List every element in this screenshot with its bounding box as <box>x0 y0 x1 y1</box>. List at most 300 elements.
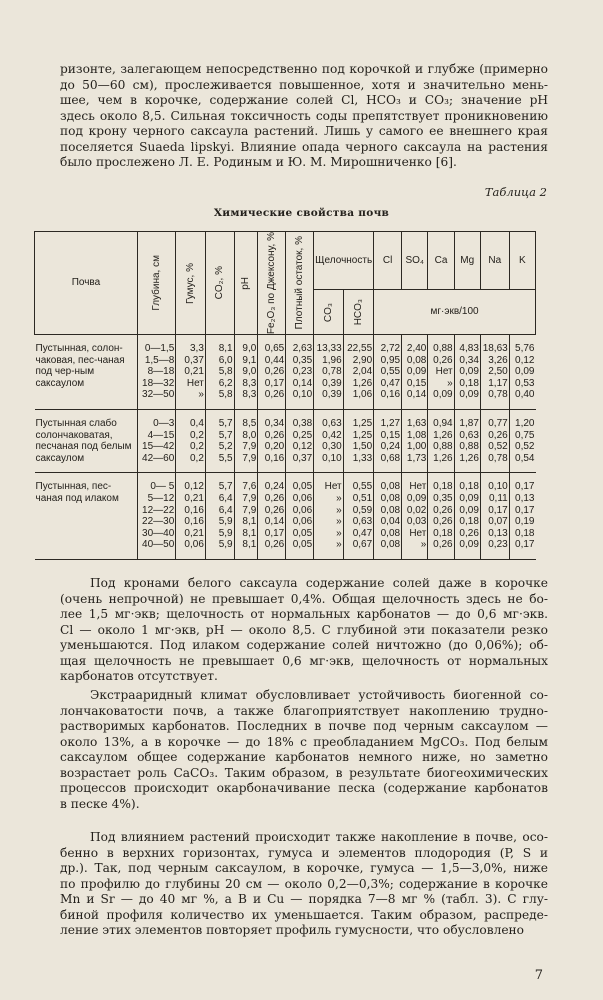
cell-value: 0,40 <box>515 389 535 401</box>
text-line: в песке 4%). <box>60 796 140 811</box>
cell-value: 0,09 <box>459 366 479 378</box>
cell-value: 0,21 <box>184 527 204 539</box>
cell-value: 0,63 <box>352 516 373 528</box>
cell-co3 <box>314 335 343 410</box>
cell-value: 1,06 <box>352 389 373 401</box>
cell-value: 0,17 <box>515 504 535 516</box>
cell-value: 0,37 <box>184 354 204 366</box>
cell-value: » <box>447 377 453 389</box>
header-hco3: HCO₃ <box>343 290 374 335</box>
text-line: ризонте, залегающем непосредственно под корочкой и глубже (примерно <box>60 62 548 76</box>
cell-value: 0,05 <box>292 481 313 493</box>
cell-value: 0,88 <box>459 441 479 453</box>
cell-value: 0,02 <box>406 504 427 516</box>
cell-value: 1,5—8 <box>144 354 175 366</box>
cell-value: 0,14 <box>292 377 313 389</box>
cell-value: 0,13 <box>488 527 508 539</box>
cell-residue <box>286 473 314 560</box>
cell-value: 0,59 <box>352 504 373 516</box>
cell-value: 0,2 <box>189 429 204 441</box>
cell-value: 0,06 <box>292 504 313 516</box>
paragraph-humus <box>60 830 548 939</box>
cell-humus <box>176 335 206 410</box>
cell-value: 0,26 <box>264 366 285 378</box>
cell-value: 0—1,5 <box>144 343 175 355</box>
cell-value: 0,10 <box>322 452 342 464</box>
cell-value: 0,08 <box>380 504 401 516</box>
cell-value: 4—15 <box>147 429 175 441</box>
cell-value: 0,2 <box>189 441 204 453</box>
cell-value: 0,63 <box>459 429 479 441</box>
cell-value: 0,05 <box>292 539 313 551</box>
header-fe2o3: Fe₂O₃ по Джексону, % <box>258 232 286 335</box>
cell-co2 <box>205 410 234 473</box>
cell-value: 0,55 <box>352 481 373 493</box>
cell-value: 0,35 <box>292 354 313 366</box>
cell-value: 0,39 <box>322 377 342 389</box>
cell-depth <box>137 473 175 560</box>
cell-value: 0,08 <box>380 493 401 505</box>
header-so4: SO₄ <box>402 232 428 290</box>
cell-value: 0,09 <box>406 493 427 505</box>
cell-value: 0,09 <box>459 504 479 516</box>
cell-value: » <box>336 493 342 505</box>
cell-value: 0,47 <box>380 377 401 389</box>
cell-value: 6,4 <box>218 504 233 516</box>
cell-value: 3,3 <box>189 343 204 355</box>
cell-value: 1,73 <box>406 452 427 464</box>
text-line: под крону черного саксаула растений. Лишь у самого ее внешнего края <box>60 124 548 138</box>
cell-value: 0,14 <box>264 516 285 528</box>
text-line: саксаулом общее содержание карбонатов немного ниже, но заметно <box>60 750 548 764</box>
cell-value: 1,26 <box>459 452 479 464</box>
page-number: 7 <box>534 968 543 983</box>
cell-value: 0,06 <box>292 493 313 505</box>
cell-ph <box>234 473 258 560</box>
text-line: бенно в верхних горизонтах, гумуса и элементов плодородия (P, S и <box>60 845 548 860</box>
text-line: возрастает роль CaCO₃. Таким образом, в результате биогеохимических <box>60 765 548 780</box>
cell-value: 0,25 <box>292 429 313 441</box>
cell-value: Нет <box>324 481 342 493</box>
table-row <box>35 473 536 560</box>
cell-value: 0,44 <box>264 354 285 366</box>
cell-cl <box>374 473 402 560</box>
cell-value: 0,08 <box>380 481 401 493</box>
cell-value: 22—30 <box>142 516 175 528</box>
cell-value: 5,9 <box>218 527 233 539</box>
cell-humus <box>176 410 206 473</box>
cell-value: 0,18 <box>459 481 479 493</box>
cell-value: 0,23 <box>292 366 313 378</box>
cell-value: 0,26 <box>264 539 285 551</box>
cell-value: 0,34 <box>459 354 479 366</box>
header-residue: Плотный остаток, % <box>286 232 314 335</box>
cell-value: 0,34 <box>264 418 285 430</box>
cell-value: 0,26 <box>433 516 453 528</box>
cell-value: 0,06 <box>292 516 313 528</box>
cell-value: 2,50 <box>488 366 508 378</box>
cell-value: 5,7 <box>218 429 233 441</box>
cell-value: 1,25 <box>352 429 373 441</box>
text-line: растворимых карбонатов. Последних в почве под черным саксаулом — <box>60 719 548 733</box>
cell-value: 0,18 <box>459 516 479 528</box>
cell-co2 <box>205 335 234 410</box>
cell-value: 9,0 <box>242 343 257 355</box>
cell-value: » <box>336 516 342 528</box>
cell-value: 40—50 <box>142 539 175 551</box>
cell-value: 3,26 <box>488 354 508 366</box>
cell-value: 0,30 <box>322 441 342 453</box>
header-mg: Mg <box>454 232 480 290</box>
header-k: K <box>509 232 535 290</box>
cell-value: 8,5 <box>242 418 257 430</box>
text-line: щая щелочность не превышает 0,6 мг·экв, щелочность от нормальных <box>60 653 548 668</box>
cell-value: 0,24 <box>380 441 401 453</box>
cell-value: 0,78 <box>488 452 508 464</box>
cell-value: 30—40 <box>142 527 175 539</box>
cell-value: 0,15 <box>406 377 427 389</box>
cell-value: 0,26 <box>264 504 285 516</box>
cell-value: 0— 5 <box>150 481 175 493</box>
cell-hco3 <box>343 410 374 473</box>
cell-ph <box>234 410 258 473</box>
cell-value: 0,26 <box>433 539 453 551</box>
cell-value: 0,16 <box>264 452 285 464</box>
cell-na <box>480 410 509 473</box>
cell-value: 0,26 <box>433 504 453 516</box>
cell-value: 2,04 <box>352 366 373 378</box>
text-line: ление этих элементов повторяет профиль гумусности, что обусловлено <box>60 923 525 937</box>
cell-hco3 <box>343 335 374 410</box>
cell-value: 6,4 <box>218 493 233 505</box>
cell-value: 0,67 <box>352 539 373 551</box>
cell-value: 1,08 <box>406 429 427 441</box>
text-line: биной профиля количество их уменьшается. Таким образом, распреде- <box>60 907 548 922</box>
cell-value: 0,20 <box>264 441 285 453</box>
cell-value: 0,51 <box>352 493 373 505</box>
cell-value: Нет <box>186 377 204 389</box>
cell-value: 5,8 <box>218 366 233 378</box>
cell-mg <box>454 335 480 410</box>
cell-value: 6,2 <box>218 377 233 389</box>
cell-co2 <box>205 473 234 560</box>
cell-depth <box>137 410 175 473</box>
table-title: Химические свойства почв <box>213 207 390 219</box>
text-line: Экстрааридный климат обусловливает устойчивость биогенной со- <box>90 688 548 702</box>
cell-value: » <box>336 539 342 551</box>
cell-value: 5,8 <box>218 389 233 401</box>
cell-value: 0,07 <box>488 516 508 528</box>
cell-value: 0,12 <box>184 481 204 493</box>
cell-value: 1,63 <box>406 418 427 430</box>
cell-value: 12—22 <box>142 504 175 516</box>
cell-na <box>480 335 509 410</box>
cell-value: 1,20 <box>515 418 535 430</box>
cell-value: 7,9 <box>242 452 257 464</box>
cell-value: 0,77 <box>488 418 508 430</box>
cell-value: 0,94 <box>433 418 453 430</box>
cell-value: 5,9 <box>218 539 233 551</box>
cell-ca <box>428 410 454 473</box>
cell-value: 5,9 <box>218 516 233 528</box>
cell-value: 5,76 <box>515 343 535 355</box>
cell-value: 0,63 <box>322 418 342 430</box>
cell-value: 1,50 <box>352 441 373 453</box>
cell-value: 0,05 <box>292 527 313 539</box>
header-units: мг·экв/100 <box>374 290 536 335</box>
cell-value: 0,52 <box>515 441 535 453</box>
cell-value: 1,26 <box>433 429 453 441</box>
text-line: лончаковатости почв, а также благоприятствует накоплению трудно- <box>60 703 548 718</box>
text-line: здесь около 8,5. Сильная токсичность соды препятствует проникновению <box>60 108 548 123</box>
cell-value: 0,18 <box>433 527 453 539</box>
cell-value: 22,55 <box>347 343 373 355</box>
cell-value: 0,09 <box>459 493 479 505</box>
cell-value: 0,68 <box>380 452 401 464</box>
text-line: поселяется Suaeda lipskyi. Влияние опада черного саксаула на растения <box>60 139 548 154</box>
cell-value: 0,10 <box>488 481 508 493</box>
cell-value: 5—12 <box>147 493 175 505</box>
cell-value: 1,27 <box>380 418 401 430</box>
paragraph-climate <box>60 688 548 812</box>
header-ph: pH <box>234 232 258 335</box>
cell-fe2o3 <box>258 410 286 473</box>
header-depth: Глубина, см <box>137 232 175 335</box>
cell-value: 15—42 <box>142 441 175 453</box>
text-line: Mn и Sr — до 40 мг %, а B и Cu — порядка 7—8 мг % (табл. 3). С глу- <box>60 892 548 906</box>
cell-value: 0,16 <box>380 389 401 401</box>
cell-value: 32—50 <box>142 389 175 401</box>
cell-value: 0,38 <box>292 418 313 430</box>
text-line: Cl — около 1 мг·экв, pH — около 8,5. С глубиной эти показатели резко <box>60 622 548 637</box>
cell-ca <box>428 335 454 410</box>
cell-value: 0,17 <box>264 527 285 539</box>
text-line: по профилю до глубины 20 см — около 0,2—0,3%; содержание в корочке <box>60 876 548 891</box>
cell-so4 <box>402 335 428 410</box>
cell-value: 0,18 <box>515 527 535 539</box>
cell-value: 1,26 <box>352 377 373 389</box>
soil-chemistry-table <box>34 231 536 560</box>
cell-k <box>509 335 535 410</box>
cell-value: 7,9 <box>242 493 257 505</box>
table-label: Таблица 2 <box>484 185 547 199</box>
text-line: шее, чем в корочке, содержание солей Cl, HCO₃ и CO₃; значение pH <box>60 93 548 107</box>
cell-value: 0,15 <box>380 429 401 441</box>
cell-value: 0,54 <box>515 452 535 464</box>
cell-value: 0,13 <box>515 493 535 505</box>
cell-value: 0,26 <box>488 429 508 441</box>
cell-value: 0,23 <box>488 539 508 551</box>
cell-value: 2,72 <box>380 343 401 355</box>
header-ca: Ca <box>428 232 454 290</box>
cell-value: 7,9 <box>242 441 257 453</box>
cell-cl <box>374 335 402 410</box>
cell-value: 42—60 <box>142 452 175 464</box>
cell-value: 0,42 <box>322 429 342 441</box>
cell-value: 0,09 <box>433 389 453 401</box>
cell-value: 0,52 <box>488 441 508 453</box>
header-cl: Cl <box>374 232 402 290</box>
table-row <box>35 335 536 410</box>
cell-value: 8,1 <box>218 343 233 355</box>
text-line: карбонатов отсутствует. <box>60 669 218 683</box>
cell-value: 0—3 <box>153 418 175 430</box>
cell-value: 0,95 <box>380 354 401 366</box>
cell-value: 0,11 <box>488 493 508 505</box>
cell-value: » <box>336 504 342 516</box>
cell-value: 18,63 <box>482 343 508 355</box>
cell-so4 <box>402 410 428 473</box>
intro-paragraph <box>60 62 548 171</box>
cell-value: 0,26 <box>433 354 453 366</box>
text-line: др.). Так, под черным саксаулом, в корочке, гумуса — 1,5—3,0%, ниже <box>60 861 548 875</box>
cell-value: 1,00 <box>406 441 427 453</box>
cell-value: 1,96 <box>322 354 342 366</box>
cell-value: 0,16 <box>184 504 204 516</box>
cell-value: Нет <box>409 527 427 539</box>
cell-cl <box>374 410 402 473</box>
cell-value: 9,1 <box>242 354 257 366</box>
cell-value: 1,33 <box>352 452 373 464</box>
cell-value: 0,21 <box>184 493 204 505</box>
cell-value: 0,39 <box>322 389 342 401</box>
header-co3: CO₃ <box>314 290 343 335</box>
cell-value: 0,08 <box>380 539 401 551</box>
cell-co3 <box>314 410 343 473</box>
cell-value: 13,33 <box>316 343 342 355</box>
text-line: Под влиянием растений происходит также накопление в почве, осо- <box>90 830 548 844</box>
cell-value: 0,35 <box>433 493 453 505</box>
table-row <box>35 410 536 473</box>
cell-humus <box>176 473 206 560</box>
cell-value: 4,83 <box>459 343 479 355</box>
cell-value: 0,08 <box>380 527 401 539</box>
cell-value: 7,9 <box>242 504 257 516</box>
text-line: до 50—60 см), прослеживается повышенное, хотя и значительно мень- <box>60 77 548 92</box>
cell-value: 8,3 <box>242 389 257 401</box>
cell-value: 2,63 <box>292 343 313 355</box>
cell-co3 <box>314 473 343 560</box>
text-line: (очень непрочной) не превышает 0,4%. Общая щелочность здесь не бо- <box>60 591 548 606</box>
cell-value: 5,5 <box>218 452 233 464</box>
cell-value: Нет <box>435 366 453 378</box>
cell-value: 1,26 <box>433 452 453 464</box>
cell-value: 0,26 <box>264 429 285 441</box>
cell-value: 0,2 <box>189 452 204 464</box>
cell-value: 5,7 <box>218 481 233 493</box>
paragraph-white-saxaul <box>60 576 548 685</box>
cell-value: 0,14 <box>406 389 427 401</box>
cell-value: 8,0 <box>242 429 257 441</box>
cell-ca <box>428 473 454 560</box>
cell-value: 0,65 <box>264 343 285 355</box>
cell-k <box>509 473 535 560</box>
cell-residue <box>286 410 314 473</box>
cell-depth <box>137 335 175 410</box>
cell-fe2o3 <box>258 335 286 410</box>
cell-value: 5,7 <box>218 418 233 430</box>
cell-value: 0,55 <box>380 366 401 378</box>
cell-value: 1,87 <box>459 418 479 430</box>
cell-value: 2,40 <box>406 343 427 355</box>
cell-value: 0,19 <box>515 516 535 528</box>
cell-value: 0,06 <box>184 539 204 551</box>
cell-value: 6,0 <box>218 354 233 366</box>
header-na: Na <box>480 232 509 290</box>
cell-value: » <box>336 527 342 539</box>
cell-value: 8—18 <box>147 366 175 378</box>
cell-residue <box>286 335 314 410</box>
cell-value: 0,09 <box>459 539 479 551</box>
header-humus: Гумус, % <box>176 232 206 335</box>
text-line: Под кронами белого саксаула содержание солей даже в корочке <box>90 576 548 590</box>
cell-value: 0,26 <box>459 527 479 539</box>
cell-value: 0,09 <box>406 366 427 378</box>
cell-value: 0,21 <box>184 366 204 378</box>
cell-value: » <box>198 389 204 401</box>
text-line: было прослежено Л. Е. Родиным и Ю. М. Мирошниченко [6]. <box>60 155 457 169</box>
cell-na <box>480 473 509 560</box>
cell-mg <box>454 473 480 560</box>
cell-value: » <box>420 539 427 551</box>
cell-value: 0,17 <box>264 377 285 389</box>
cell-value: 0,78 <box>322 366 342 378</box>
cell-hco3 <box>343 473 374 560</box>
text-line: лее 1,5 мг·экв; щелочность от нормальных карбонатов — до 0,6 мг·экв. <box>60 607 548 621</box>
cell-value: 0,78 <box>488 389 508 401</box>
cell-value: 8,1 <box>242 539 257 551</box>
cell-value: 0,4 <box>189 418 204 430</box>
cell-ph <box>234 335 258 410</box>
header-soil: Почва <box>35 232 138 335</box>
text-line: уменьшаются. Под илаком содержание солей ничтожно (до 0,06%); об- <box>60 638 548 652</box>
cell-value: 0,53 <box>515 377 535 389</box>
cell-value: 0,18 <box>433 481 453 493</box>
soil-name-cell: Пустынная, пес-чаная под илаком <box>35 473 138 560</box>
cell-value: 0,75 <box>515 429 535 441</box>
cell-fe2o3 <box>258 473 286 560</box>
text-line: около 13%, а в корочке — до 18% с преобладанием MgCO₃. Под белым <box>60 734 548 749</box>
cell-value: 0,17 <box>515 539 535 551</box>
cell-value: 0,47 <box>352 527 373 539</box>
cell-so4 <box>402 473 428 560</box>
cell-value: 0,12 <box>515 354 535 366</box>
cell-value: 18—32 <box>142 377 175 389</box>
cell-value: 0,09 <box>515 366 535 378</box>
cell-value: 0,10 <box>292 389 313 401</box>
text-line: процессов происходит окарбоначивание песка (содержание карбонатов <box>60 781 548 795</box>
cell-value: 8,1 <box>242 516 257 528</box>
cell-value: Нет <box>409 481 427 493</box>
cell-value: 8,3 <box>242 377 257 389</box>
cell-value: 0,18 <box>459 377 479 389</box>
cell-value: 0,09 <box>459 389 479 401</box>
cell-value: 1,25 <box>352 418 373 430</box>
cell-value: 5,2 <box>218 441 233 453</box>
cell-value: 7,6 <box>242 481 257 493</box>
cell-value: 0,17 <box>488 504 508 516</box>
cell-value: 0,24 <box>264 481 285 493</box>
header-alkalinity: Щелочность <box>314 232 374 290</box>
cell-value: 0,88 <box>433 343 453 355</box>
cell-value: 0,37 <box>292 452 313 464</box>
cell-value: 0,12 <box>292 441 313 453</box>
cell-value: 0,04 <box>380 516 401 528</box>
soil-name-cell: Пустынная, солон-чаковая, пес-чаная под чер-ным саксаулом <box>35 343 125 389</box>
cell-value: 9,0 <box>242 366 257 378</box>
cell-value: 0,16 <box>184 516 204 528</box>
cell-value: 8,1 <box>242 527 257 539</box>
